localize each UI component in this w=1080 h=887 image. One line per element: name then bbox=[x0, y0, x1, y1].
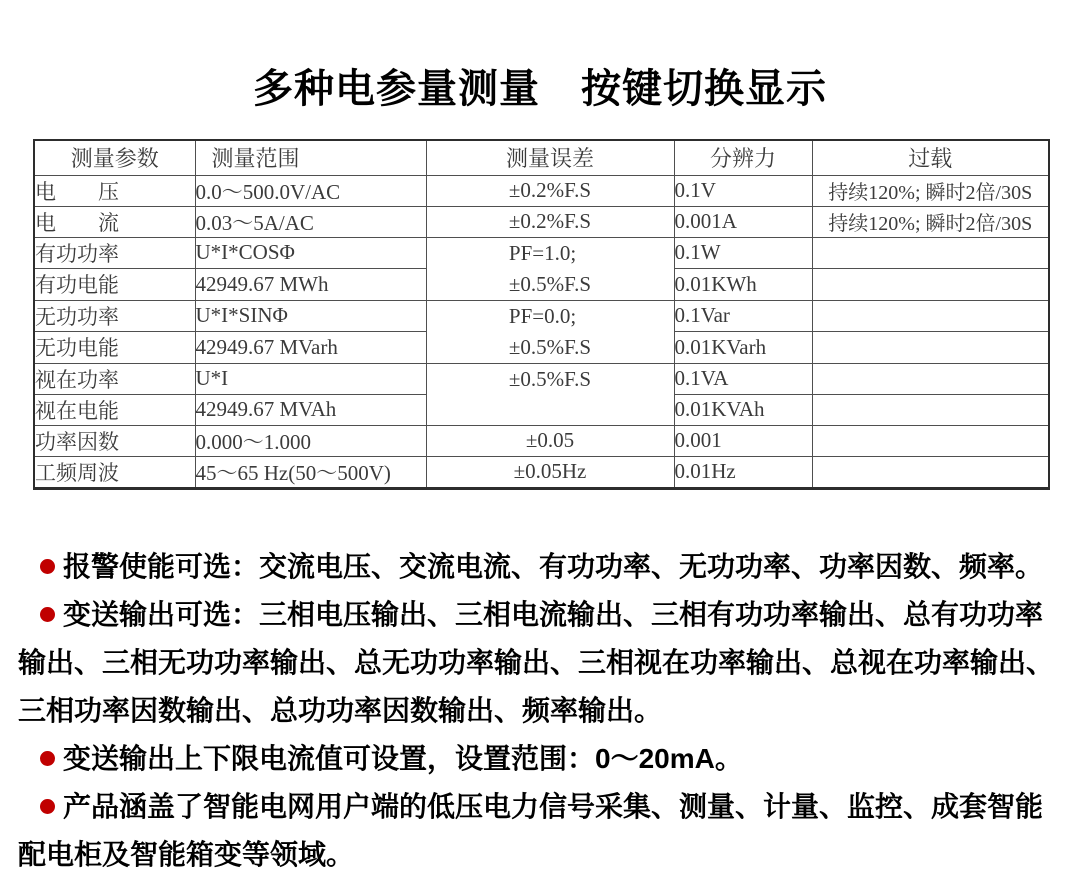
cell-resolution: 0.01Hz bbox=[674, 456, 812, 488]
bullet-text: 变送输出上下限电流值可设置，设置范围：0～20mA。 bbox=[63, 743, 743, 774]
measurement-spec-table bbox=[33, 139, 1050, 490]
cell-overload: 持续120%; 瞬时2倍/30S bbox=[812, 175, 1049, 206]
error-line1: PF=1.0; bbox=[508, 240, 577, 265]
bullet-item-alarm bbox=[18, 543, 1058, 591]
cell-overload bbox=[812, 300, 1049, 332]
table-row-frequency bbox=[34, 456, 1049, 488]
bullet-text: 变送输出可选：三相电压输出、三相电流输出、三相有功功率输出、总有功功率输出、三相无功功率输出、总无功功率输出、三相视在功率输出、总视在功率输出、三相功率因数输出、总功功率因数输出、频率输出。 bbox=[18, 599, 1055, 726]
error-line2: ±0.5%F.S bbox=[508, 334, 592, 359]
col-header-overload: 过载 bbox=[812, 140, 1049, 175]
error-line2: ±0.5%F.S bbox=[508, 271, 592, 296]
page-title: 多种电参量测量 按键切换显示 bbox=[253, 66, 827, 111]
feature-bullet-list bbox=[18, 543, 1058, 879]
cell-range: 0.0～500.0V/AC bbox=[195, 175, 426, 206]
bullet-item-transmit-range bbox=[18, 735, 1058, 783]
bullet-text: 报警使能可选：交流电压、交流电流、有功功率、无功功率、功率因数、频率。 bbox=[63, 551, 1044, 582]
cell-range: 42949.67 MVAh bbox=[195, 394, 426, 425]
col-header-param: 测量参数 bbox=[34, 140, 195, 175]
cell-error-merged: ±0.5%F.S bbox=[426, 363, 674, 425]
cell-param: 工频周波 bbox=[34, 456, 195, 488]
cell-param: 电 流 bbox=[34, 206, 195, 237]
col-header-error: 测量误差 bbox=[426, 140, 674, 175]
cell-resolution: 0.1V bbox=[674, 175, 812, 206]
cell-param: 有功电能 bbox=[34, 269, 195, 301]
bullet-dot-icon bbox=[40, 607, 55, 622]
error-line1: PF=0.0; bbox=[508, 303, 577, 328]
bullet-item-transmit-options bbox=[18, 591, 1058, 735]
table-row-voltage bbox=[34, 175, 1049, 206]
table-row-power-factor bbox=[34, 425, 1049, 456]
cell-error-merged bbox=[426, 300, 674, 363]
cell-param: 视在功率 bbox=[34, 363, 195, 394]
table-row-active-power bbox=[34, 237, 1049, 269]
table-row-current bbox=[34, 206, 1049, 237]
cell-range: U*I*SINΦ bbox=[195, 300, 426, 332]
cell-overload bbox=[812, 332, 1049, 364]
bullet-dot-icon bbox=[40, 751, 55, 766]
table-header-row bbox=[34, 140, 1049, 175]
cell-param: 有功功率 bbox=[34, 237, 195, 269]
cell-overload: 持续120%; 瞬时2倍/30S bbox=[812, 206, 1049, 237]
cell-param: 功率因数 bbox=[34, 425, 195, 456]
cell-resolution: 0.01KVarh bbox=[674, 332, 812, 364]
bullet-dot-icon bbox=[40, 559, 55, 574]
cell-param: 无功功率 bbox=[34, 300, 195, 332]
cell-param: 视在电能 bbox=[34, 394, 195, 425]
cell-overload bbox=[812, 394, 1049, 425]
cell-resolution: 0.001 bbox=[674, 425, 812, 456]
cell-range: U*I*COSΦ bbox=[195, 237, 426, 269]
cell-range: 45～65 Hz(50～500V) bbox=[195, 456, 426, 488]
cell-overload bbox=[812, 237, 1049, 269]
cell-resolution: 0.001A bbox=[674, 206, 812, 237]
cell-range: 0.000～1.000 bbox=[195, 425, 426, 456]
cell-overload bbox=[812, 456, 1049, 488]
bullet-text: 产品涵盖了智能电网用户端的低压电力信号采集、测量、计量、监控、成套智能配电柜及智能箱变等领域。 bbox=[18, 791, 1044, 870]
cell-resolution: 0.01KWh bbox=[674, 269, 812, 301]
cell-param: 电 压 bbox=[34, 175, 195, 206]
cell-overload bbox=[812, 363, 1049, 394]
cell-range: 42949.67 MVarh bbox=[195, 332, 426, 364]
cell-resolution: 0.01KVAh bbox=[674, 394, 812, 425]
table-row-reactive-power bbox=[34, 300, 1049, 332]
cell-resolution: 0.1Var bbox=[674, 300, 812, 332]
table-row-apparent-power bbox=[34, 363, 1049, 394]
cell-resolution: 0.1W bbox=[674, 237, 812, 269]
col-header-range: 测量范围 bbox=[195, 140, 426, 175]
cell-error: ±0.2%F.S bbox=[426, 206, 674, 237]
cell-overload bbox=[812, 425, 1049, 456]
cell-error: ±0.05Hz bbox=[426, 456, 674, 488]
cell-param: 无功电能 bbox=[34, 332, 195, 364]
cell-error: ±0.2%F.S bbox=[426, 175, 674, 206]
cell-range: U*I bbox=[195, 363, 426, 394]
cell-resolution: 0.1VA bbox=[674, 363, 812, 394]
bullet-item-applications bbox=[18, 783, 1058, 879]
col-header-resolution: 分辨力 bbox=[674, 140, 812, 175]
cell-error: ±0.05 bbox=[426, 425, 674, 456]
cell-range: 0.03～5A/AC bbox=[195, 206, 426, 237]
cell-error-merged bbox=[426, 237, 674, 300]
cell-range: 42949.67 MWh bbox=[195, 269, 426, 301]
bullet-dot-icon bbox=[40, 799, 55, 814]
cell-overload bbox=[812, 269, 1049, 301]
